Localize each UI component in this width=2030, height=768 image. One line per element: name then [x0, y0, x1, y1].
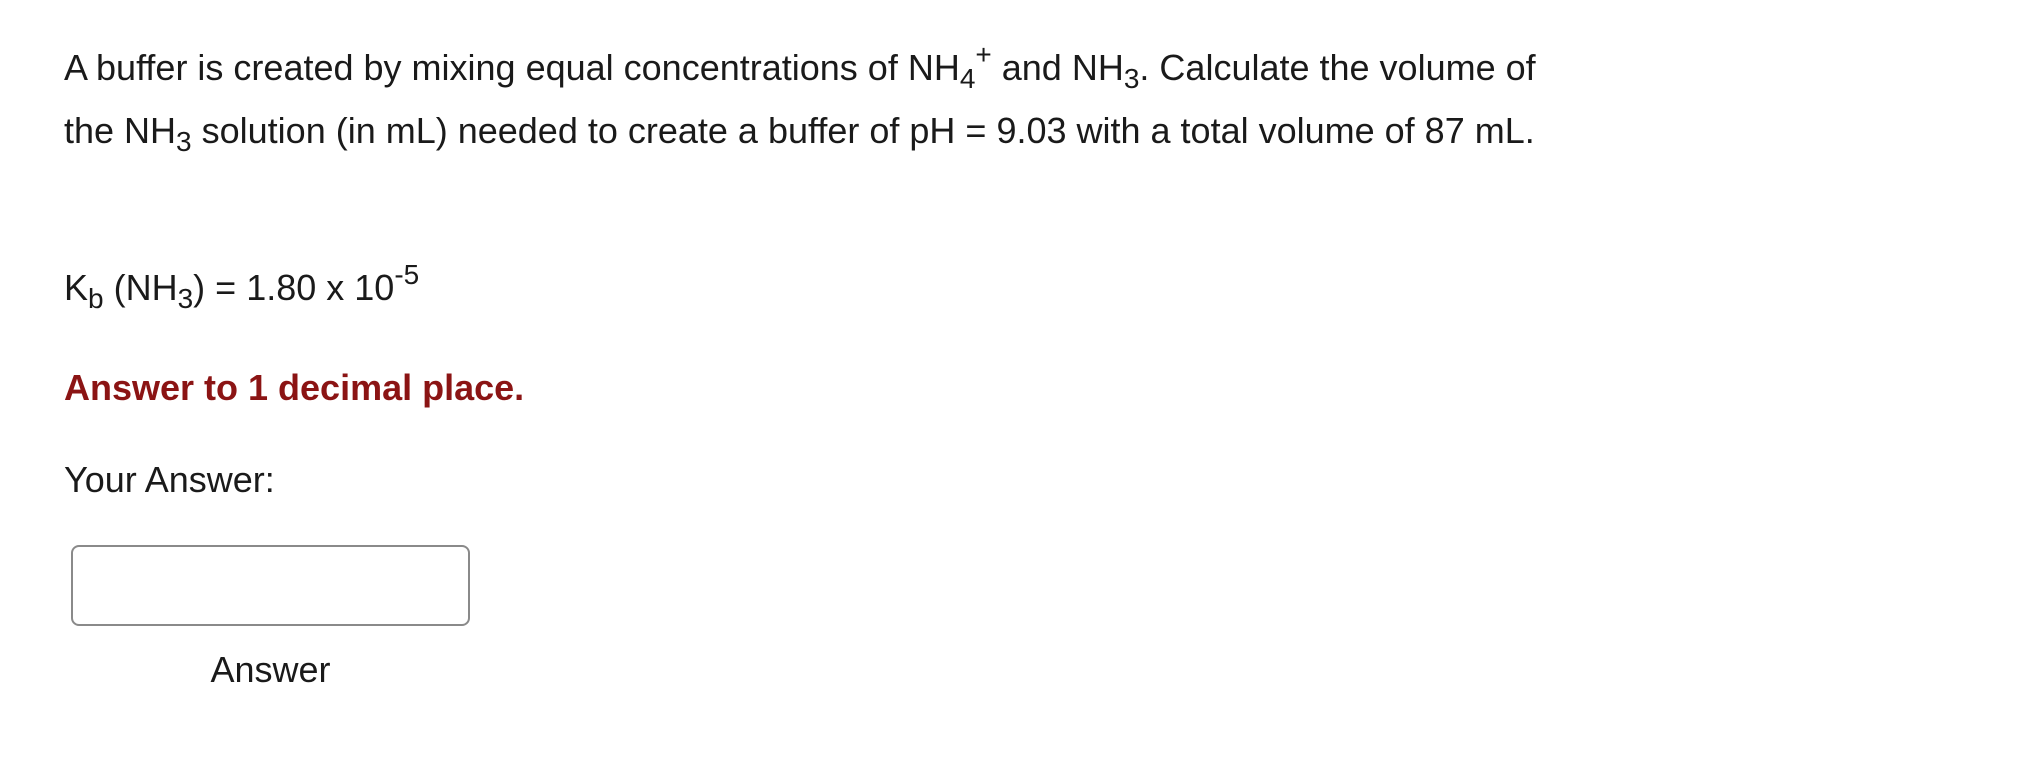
answer-input[interactable]: [71, 545, 470, 626]
question-text-part: . Calculate the volume of the NH: [64, 47, 1536, 151]
question-paragraph: [64, 36, 1564, 162]
kb-text-part: (NH: [103, 267, 178, 308]
subscript: b: [88, 283, 104, 314]
subscript: 3: [177, 283, 194, 314]
subscript: 4: [959, 63, 976, 94]
question-text-part: and NH: [991, 47, 1124, 88]
question-text: [64, 36, 1564, 162]
subscript: 3: [1123, 63, 1140, 94]
answer-instruction: Answer to 1 decimal place.: [64, 367, 525, 408]
subscript: 3: [176, 126, 192, 157]
superscript: +: [975, 39, 992, 70]
kb-symbol: K: [64, 267, 89, 308]
superscript: -5: [394, 259, 420, 290]
answer-field-caption: Answer: [210, 649, 331, 690]
answer-prompt-label: Your Answer:: [64, 459, 275, 500]
question-text-part: A buffer is created by mixing equal concentrations of NH: [64, 47, 960, 88]
question-text-part: solution (in mL) needed to create a buffer of pH = 9.03 with a total volume of 87 mL.: [191, 110, 1535, 151]
kb-constant: [64, 259, 420, 314]
kb-text-part: ) = 1.80 x 10: [193, 267, 395, 308]
